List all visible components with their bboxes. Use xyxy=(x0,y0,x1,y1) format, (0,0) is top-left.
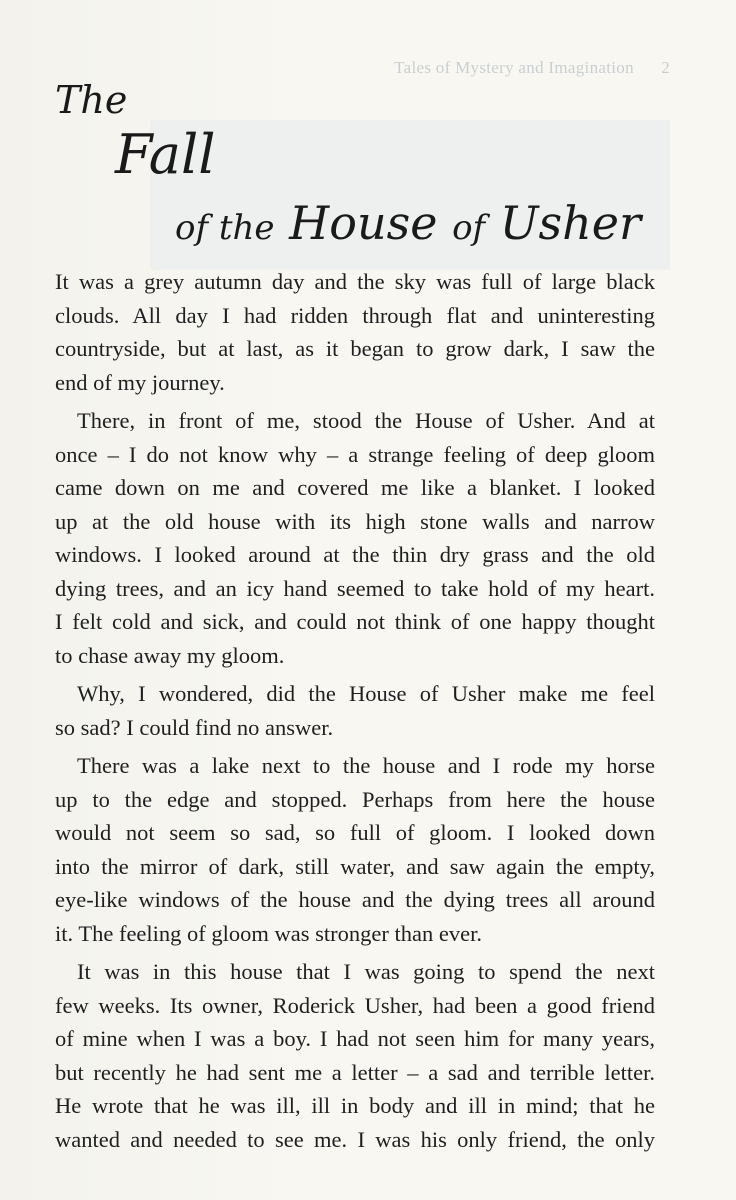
text-line: wanted and needed to see me. I was his only friend, the only xyxy=(55,1126,655,1152)
text-line: I felt cold and sick, and could not think of one happy thought xyxy=(55,609,655,634)
bleed-through-header xyxy=(290,58,670,78)
text-line: to chase away my gloom. xyxy=(55,642,285,668)
text-line: up at the old house with its high stone walls and narrow xyxy=(55,508,655,534)
title-line-1: The xyxy=(55,78,128,122)
paragraph xyxy=(55,404,655,672)
body-text xyxy=(55,265,655,1161)
text-line: It was in this house that I was going to spend the next xyxy=(77,959,655,984)
text-line: once – I do not know why – a strange feeling of deep gloom xyxy=(55,441,655,467)
text-line: Why, I wondered, did the House of Usher make me feel xyxy=(77,681,655,706)
text-line: It was a grey autumn day and the sky was full of large black xyxy=(55,269,655,294)
text-line: There, in front of me, stood the House of Usher. And at xyxy=(77,408,655,433)
paragraph xyxy=(55,749,655,950)
text-line: into the mirror of dark, still water, and saw again the empty, xyxy=(55,853,655,879)
text-line: up to the edge and stopped. Perhaps from here the house xyxy=(55,786,655,812)
text-line: it. The feeling of gloom was stronger than ever. xyxy=(55,920,482,946)
title-of: of xyxy=(452,208,486,248)
text-line: clouds. All day I had ridden through flat and uninteresting xyxy=(55,302,655,328)
text-line: windows. I looked around at the thin dry grass and the old xyxy=(55,542,655,567)
text-line: end of my journey. xyxy=(55,369,225,395)
title-of-the: of the xyxy=(175,208,275,248)
text-line: of mine when I was a boy. I had not seen him for many years, xyxy=(55,1026,655,1051)
paragraph xyxy=(55,677,655,744)
title-line-2: Fall xyxy=(115,123,216,186)
text-line: eye-like windows of the house and the dying trees all around xyxy=(55,887,655,912)
text-line: dying trees, and an icy hand seemed to take hold of my heart. xyxy=(55,575,655,601)
bleed-through-page-number: 2 xyxy=(661,58,670,77)
text-line: There was a lake next to the house and I rode my horse xyxy=(77,753,655,778)
text-line: few weeks. Its owner, Roderick Usher, had been a good friend xyxy=(55,992,655,1018)
text-line: countryside, but at last, as it began to grow dark, I saw the xyxy=(55,336,655,361)
text-line: would not seem so sad, so full of gloom. I looked down xyxy=(55,820,655,845)
paragraph xyxy=(55,955,655,1156)
paragraph xyxy=(55,265,655,399)
text-line: but recently he had sent me a letter – a sad and terrible letter. xyxy=(55,1059,655,1085)
text-line: came down on me and covered me like a blanket. I looked xyxy=(55,475,655,500)
title-line-3 xyxy=(175,196,641,250)
bleed-through-header-text: Tales of Mystery and Imagination xyxy=(394,58,634,77)
chapter-title xyxy=(55,78,675,250)
title-usher: Usher xyxy=(499,196,641,250)
text-line: He wrote that he was ill, ill in body and ill in mind; that he xyxy=(55,1093,655,1118)
title-house: House xyxy=(289,196,438,250)
text-line: so sad? I could find no answer. xyxy=(55,714,334,740)
